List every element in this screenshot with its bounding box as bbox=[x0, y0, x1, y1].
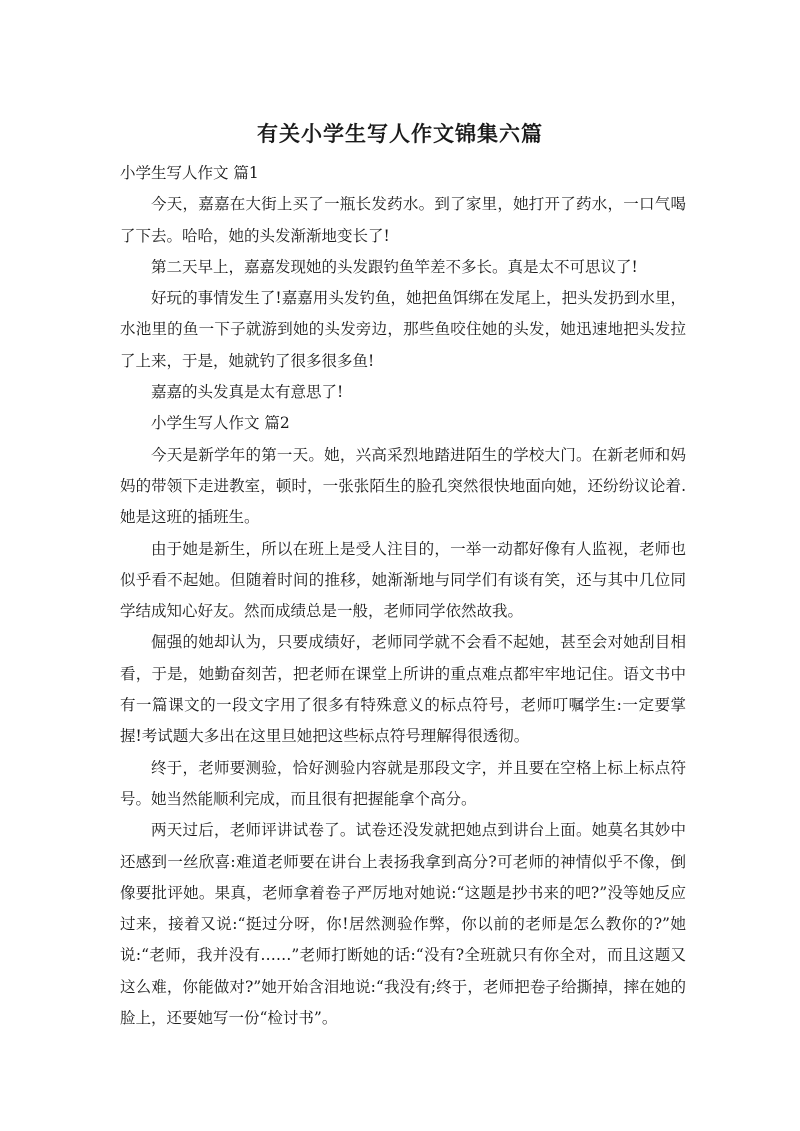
paragraph: 嘉嘉的头发真是太有意思了! bbox=[151, 383, 344, 402]
paragraph: 第二天早上，嘉嘉发现她的头发跟钓鱼竿差不多长。真是太不可思议了! bbox=[151, 257, 638, 276]
paragraph: 今天，嘉嘉在大街上买了一瓶长发药水。到了家里，她打开了药水，一口气喝了下去。哈哈，她的头发渐渐地变长了! bbox=[120, 195, 686, 245]
paragraph: 终于，老师要测验，恰好测验内容就是那段文字，并且要在空格上标上标点符号。她当然能顺利完成，而且很有把握能拿个高分。 bbox=[120, 758, 686, 808]
paragraph: 好玩的事情发生了!嘉嘉用头发钓鱼，她把鱼饵绑在发尾上，把头发扔到水里，水池里的鱼一下子就游到她的头发旁边，那些鱼咬住她的头发，她迅速地把头发拉了上来，于是，她就钓了很多很多鱼! bbox=[120, 289, 686, 370]
paragraph: 两天过后，老师评讲试卷了。试卷还没发就把她点到讲台上面。她莫名其妙中还感到一丝欣喜:难道老师要在讲台上表扬我拿到高分?可老师的神情似乎不像，倒像要批评她。果真，老师拿着卷子严厉地对她说:“这题是抄书来的吧?”没等她反应过来，接着又说:“挺过分呀，你!居然测验作弊，你以前的老师是怎么教你的?”她说:“老师，我并没有……”老师打断她的话:“没有?全班就只有你全对，而且这题又这么难，你能做对?”她开始含泪地说:“我没有;终于，老师把卷子给撕掉，摔在她的脸上，还要她写一份“检讨书”。 bbox=[120, 821, 686, 1028]
section-heading-1: 小学生写人作文 篇1 bbox=[120, 164, 259, 182]
section-heading-2: 小学生写人作文 篇2 bbox=[151, 414, 290, 433]
paragraph: 倔强的她却认为，只要成绩好，老师同学就不会看不起她，甚至会对她刮目相看，于是，她勤奋刻苦，把老师在课堂上所讲的重点难点都牢牢地记住。语文书中有一篇课文的一段文字用了很多有特殊意义的标点符号，老师叮嘱学生:一定要掌握!考试题大多出在这里旦她把这些标点符号理解得很透彻。 bbox=[120, 633, 686, 746]
paragraph: 今天是新学年的第一天。她，兴高采烈地踏进陌生的学校大门。在新老师和妈妈的带领下走进教室，顿时，一张张陌生的脸孔突然很快地面向她，还纷纷议论着.她是这班的插班生。 bbox=[120, 445, 686, 527]
document-title: 有关小学生写人作文锦集六篇 bbox=[257, 122, 543, 146]
document-body bbox=[120, 158, 686, 1034]
paragraph: 由于她是新生，所以在班上是受人注目的，一举一动都好像有人监视，老师也似乎看不起她。但随着时间的推移，她渐渐地与同学们有谈有笑，还与其中几位同学结成知心好友。然而成绩总是一般，老师同学依然故我。 bbox=[120, 539, 686, 621]
